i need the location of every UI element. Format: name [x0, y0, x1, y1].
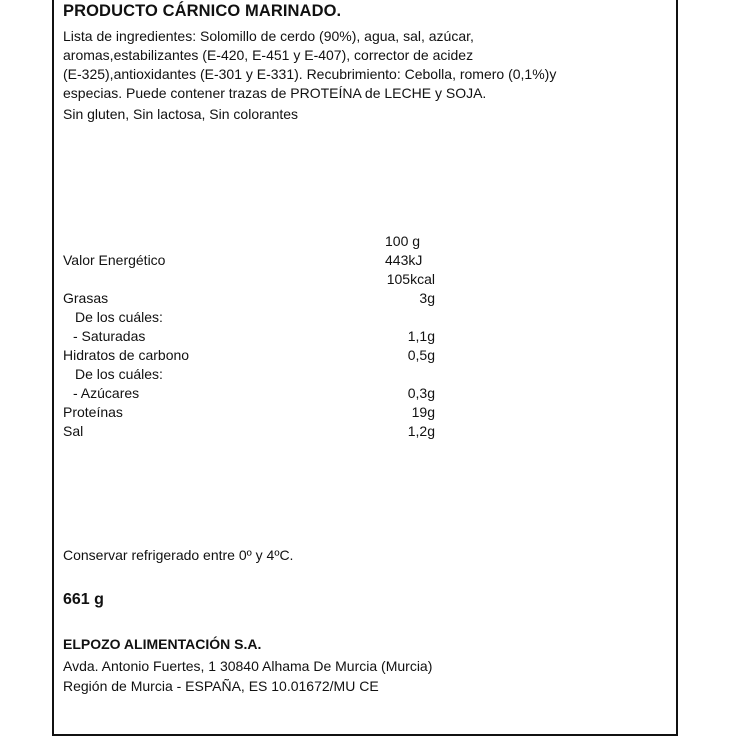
- ingredients-line: especias. Puede contener trazas de PROTEÍNA de LECHE y SOJA.: [63, 85, 487, 101]
- nutrition-energy-kcal-row: [63, 270, 443, 289]
- nutrient-value: 0,3g: [407, 385, 435, 401]
- nutrient-value: 19g: [411, 404, 435, 420]
- nutrient-label: - Azúcares: [73, 385, 140, 401]
- nutrient-value: 3g: [419, 290, 435, 306]
- nutrient-label: Proteínas: [63, 404, 123, 420]
- nutrient-label: Grasas: [63, 290, 109, 306]
- nutrient-label: Hidratos de carbono: [63, 347, 190, 363]
- nutrition-row: [63, 365, 443, 384]
- product-title: PRODUCTO CÁRNICO MARINADO.: [63, 2, 342, 20]
- nutrient-label: De los cuáles:: [75, 366, 163, 382]
- ingredients-line: (E-325),antioxidantes (E-301 y E-331). Recubrimiento: Cebolla, romero (0,1%)y: [63, 66, 557, 82]
- energy-kcal: 105kcal: [386, 271, 435, 287]
- nutrient-value: 1,2g: [407, 423, 435, 439]
- storage-instructions: Conservar refrigerado entre 0º y 4ºC.: [63, 547, 294, 563]
- manufacturer-name: ELPOZO ALIMENTACIÓN S.A.: [63, 636, 262, 652]
- nutrition-row: [63, 346, 443, 365]
- nutrition-header-row: [63, 232, 443, 251]
- nutrition-table: [63, 232, 443, 441]
- address-line: Región de Murcia - ESPAÑA, ES 10.01672/MU CE: [63, 678, 379, 694]
- manufacturer-address: [63, 656, 432, 696]
- nutrition-row: [63, 308, 443, 327]
- nutrient-label: - Saturadas: [73, 328, 146, 344]
- nutrition-row: [63, 422, 443, 441]
- nutrition-row: [63, 327, 443, 346]
- nutrient-label: Sal: [63, 423, 84, 439]
- nutrient-label: De los cuáles:: [75, 309, 163, 325]
- ingredients-line: Lista de ingredientes: Solomillo de cerdo (90%), agua, sal, azúcar,: [63, 28, 474, 44]
- net-weight: 661 g: [63, 591, 104, 608]
- nutrient-value: 0,5g: [407, 347, 435, 363]
- energy-label: Valor Energético: [63, 252, 166, 268]
- energy-kj: 443kJ: [385, 252, 423, 268]
- nutrition-row: [63, 384, 443, 403]
- ingredients-line: aromas,estabilizantes (E-420, E-451 y E-407), corrector de acidez: [63, 47, 474, 63]
- nutrition-energy-row: [63, 251, 443, 270]
- nutrition-row: [63, 403, 443, 422]
- dietary-claims: Sin gluten, Sin lactosa, Sin colorantes: [63, 106, 299, 122]
- nutrition-row: [63, 289, 443, 308]
- ingredients-list: [63, 27, 663, 103]
- address-line: Avda. Antonio Fuertes, 1 30840 Alhama De Murcia (Murcia): [63, 658, 433, 674]
- nutrient-value: 1,1g: [407, 328, 435, 344]
- nutrition-header: 100 g: [385, 233, 421, 249]
